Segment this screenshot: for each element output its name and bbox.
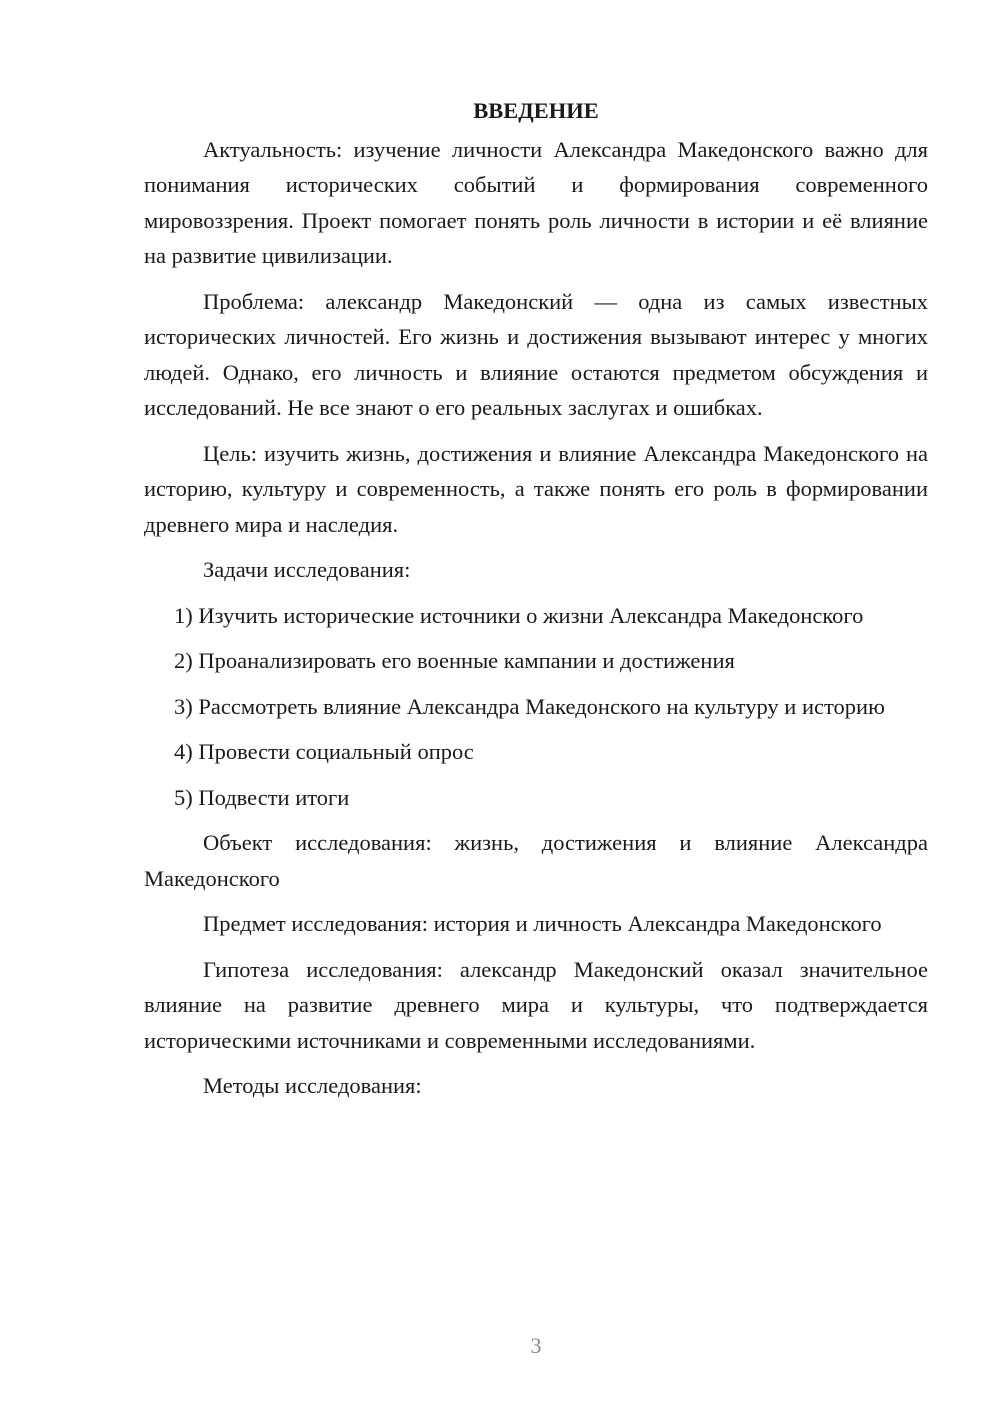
task-item-5: 5) Подвести итоги xyxy=(174,784,350,810)
task-item-1: 1) Изучить исторические источники о жизни Александра Македонского xyxy=(174,602,864,628)
page-content xyxy=(144,93,928,1114)
paragraph-problem: Проблема: александр Македонский — одна из самых известных исторических личностей. Его жизнь и достижения вызывают интерес у многих людей. Однако, его личность и влияние остаются предметом обсуждения и исследований. Не все знают о его реальных заслугах и ошибках. xyxy=(144,288,928,420)
paragraph-relevance: Актуальность: изучение личности Александра Македонского важно для понимания исторических событий и формирования современного мировоззрения. Проект помогает понять роль личности в истории и её влияние на развитие цивилизации. xyxy=(144,136,928,268)
paragraph-hypothesis: Гипотеза исследования: александр Македонский оказал значительное влияние на развитие древнего мира и культуры, что подтверждается историческими источниками и современными исследованиями. xyxy=(144,956,928,1053)
task-item-4: 4) Провести социальный опрос xyxy=(174,739,474,764)
paragraph-goal: Цель: изучить жизнь, достижения и влияние Александра Македонского на историю, культуру и современность, а также понять его роль в формировании древнего мира и наследия. xyxy=(144,440,928,537)
task-item-3: 3) Рассмотреть влияние Александра Македонского на культуру и историю xyxy=(174,693,885,719)
page-number: 3 xyxy=(530,1333,542,1358)
section-heading: ВВЕДЕНИЕ xyxy=(473,98,599,123)
task-item-2: 2) Проанализировать его военные кампании и достижения xyxy=(174,648,735,673)
paragraph-subject: Предмет исследования: история и личность Александра Македонского xyxy=(203,911,882,936)
paragraph-methods-title: Методы исследования: xyxy=(203,1073,422,1098)
paragraph-object: Объект исследования: жизнь, достижения и влияние Александра Македонского xyxy=(144,830,928,891)
paragraph-tasks-title: Задачи исследования: xyxy=(203,557,411,582)
